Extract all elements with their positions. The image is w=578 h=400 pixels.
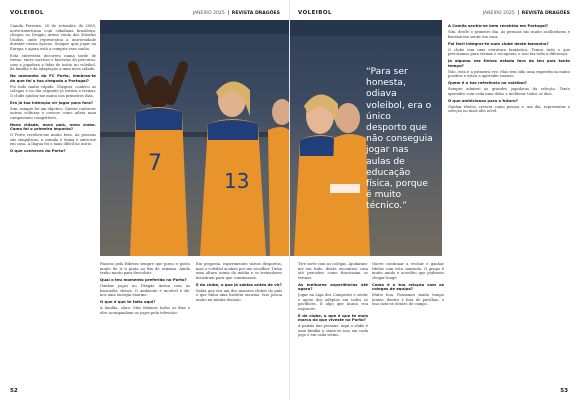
body-paragraph: O Porto recebeu-me muito bem. As pessoas são simpáticas, a comida é ótima e sinto-me em casa. A língua foi o mais difícil no início. <box>10 133 96 146</box>
body-paragraph: Quero continuar a evoluir e ganhar títulos com esta camisola. O grupo é muito unido e acredito que podemos chegar longe. <box>372 262 444 280</box>
interview-question: Nova cidade, novo país, novo clube. Como foi o primeiro impacto? <box>10 121 96 131</box>
body-paragraph: Camila Ferreira, 20 de setembro de 2005, norte-americana com cidadania brasileira, chegou ao Dragão Arena vinda dos Estados Unidos, onde representou a universidade durante várias épocas. Sempre quis jogar na Europa e agora está a cumprir esse sonho. <box>10 24 96 51</box>
left-column-1 <box>10 24 96 384</box>
player-photo-left <box>100 20 289 256</box>
interview-question: E de clube, o que é que te mais marca do que viveste no Porto? <box>298 312 368 322</box>
body-paragraph: Ganhar jogos no Dragão Arena com as bancadas cheias. O ambiente é incrível e dá-nos uma energia enorme. <box>100 284 190 297</box>
running-head-right <box>298 9 570 17</box>
body-paragraph: Sempre admirei as grandes jogadoras da seleção. Tento aprender com cada uma delas e melhorar todos os dias. <box>448 87 570 96</box>
interview-question: Quem é a tua referência no voleibol? <box>448 80 527 85</box>
body-paragraph: Em pequena, experimentei vários desportos, mas o voleibol acabou por me escolher. Tinha uma altura acima da média e os treinadores insistiram para que continuasse. <box>196 262 282 280</box>
body-paragraph: Não, esta é a primeira vez. Mas tem sido uma experiência muito positiva e estou a aprender imenso. <box>448 69 570 78</box>
pull-quote: “Para ser honesta, odiava voleibol, era o único desporto que não conseguia jogar nas aulas de educação física, porque é muito técnico.” <box>366 66 433 212</box>
page-number-right: 53 <box>560 388 568 394</box>
section-title: VOLEIBOL <box>10 9 44 16</box>
running-head-left <box>10 9 280 17</box>
interview-question: Qual o teu momento preferido no Porto? <box>100 277 187 282</box>
interview-question: No momento do FC Porto, lembras-te do que foi a tua chegada a Portugal? <box>10 73 96 83</box>
right-column-1 <box>298 262 368 388</box>
body-paragraph: A paixão das pessoas. Aqui o clube é uma família e sente-se isso em cada jogo e em cada treino. <box>298 324 368 337</box>
issue-info <box>483 10 570 16</box>
magazine-name: REVISTA DRAGÕES <box>521 11 570 16</box>
body-paragraph: Sabia que era um dos maiores clubes do país e que tinha uma história enorme. Isso pesou muito na minha decisão. <box>196 288 282 302</box>
body-paragraph: Esta entrevista decorreu numa tarde de treino, entre sorrisos e histórias do percurso, com a jogadora a falar do início no voleibol, da família e da adaptação a uma nova cidade. <box>10 53 96 71</box>
issue-info <box>193 10 280 16</box>
player-photo-right <box>290 20 442 256</box>
interview-question: Era já tua intenção vir jogar para fora? <box>10 99 94 105</box>
body-paragraph: Jogar na Liga dos Campeões e sentir o apoio dos adeptos em todos os pavilhões. É algo que nunca vou esquecer. <box>298 293 368 311</box>
section-title: VOLEIBOL <box>298 9 332 16</box>
body-paragraph: Sim, sempre foi um objetivo. Queria conhecer outras culturas e crescer como atleta num campeonato competitivo. <box>10 106 96 120</box>
body-paragraph: Muito boa. Passamos muito tempo juntas, dentro e fora do pavilhão, e isso nota-se dentro de campo. <box>372 293 444 306</box>
divider <box>228 10 229 15</box>
svg-text:7: 7 <box>148 151 162 176</box>
interview-question: O que conheces do Porto? <box>10 148 66 153</box>
divider <box>518 10 519 15</box>
interview-question: O que é que te falta aqui? <box>100 299 156 304</box>
svg-text:13: 13 <box>224 169 250 193</box>
page-number-left: 52 <box>10 388 18 394</box>
magazine-name: REVISTA DRAGÕES <box>231 11 280 16</box>
right-page <box>289 0 578 400</box>
interview-question: A Camila sentiu-se bem recebida em Portugal? <box>448 24 549 28</box>
body-paragraph: A família, claro. Mas falamos todos os dias e eles acompanham os jogos pela televisão. <box>100 306 190 315</box>
body-paragraph: Ganhar títulos, crescer como pessoa e, um dia, representar a seleção no mais alto nível. <box>448 104 570 113</box>
interview-question: Já alguma vez tinhas estado fora do teu país tanto tempo? <box>448 58 570 68</box>
issue-date: JANEIRO 2025 <box>192 11 225 16</box>
left-column-3 <box>196 262 282 388</box>
body-paragraph: Foi tudo muito rápido. Cheguei, conheci as colegas e no dia seguinte já estava a treinar. O clube ajudou-me muito nos primeiros dias. <box>10 84 96 98</box>
interview-question: As melhores experiências até agora? <box>298 281 368 291</box>
right-column-3 <box>448 24 570 388</box>
interview-question: E do clube, o que já sabias antes de vir? <box>196 281 282 287</box>
issue-date: JANEIRO 2025 <box>482 11 515 16</box>
volleyball-players-image <box>100 20 289 256</box>
body-paragraph: Sim, desde o primeiro dia. As pessoas são muito acolhedoras e fizeram-me sentir em casa. <box>448 30 570 39</box>
left-column-2 <box>100 262 190 388</box>
body-paragraph: Tive sorte com as colegas. Ajudaram-me em tudo, desde encontrar casa até perceber como funcionam os treinos. <box>298 262 368 280</box>
interview-question: O que ambicionas para o futuro? <box>448 97 518 103</box>
body-paragraph: Passeio pela Ribeira sempre que posso e gosto muito de ir à praia ao fim de semana. Ainda tenho muito para descobrir. <box>100 262 190 275</box>
interview-question: Como é a tua relação com as colegas de equipa? <box>372 281 444 291</box>
body-paragraph: O clube tem uma estrutura fantástica. Temos tudo o que precisamos para treinar e recuperar, e isso faz toda a diferença. <box>448 47 570 56</box>
right-column-2 <box>372 262 444 388</box>
interview-question: Foi fácil integrar-te num clube deste tamanho? <box>448 40 549 46</box>
